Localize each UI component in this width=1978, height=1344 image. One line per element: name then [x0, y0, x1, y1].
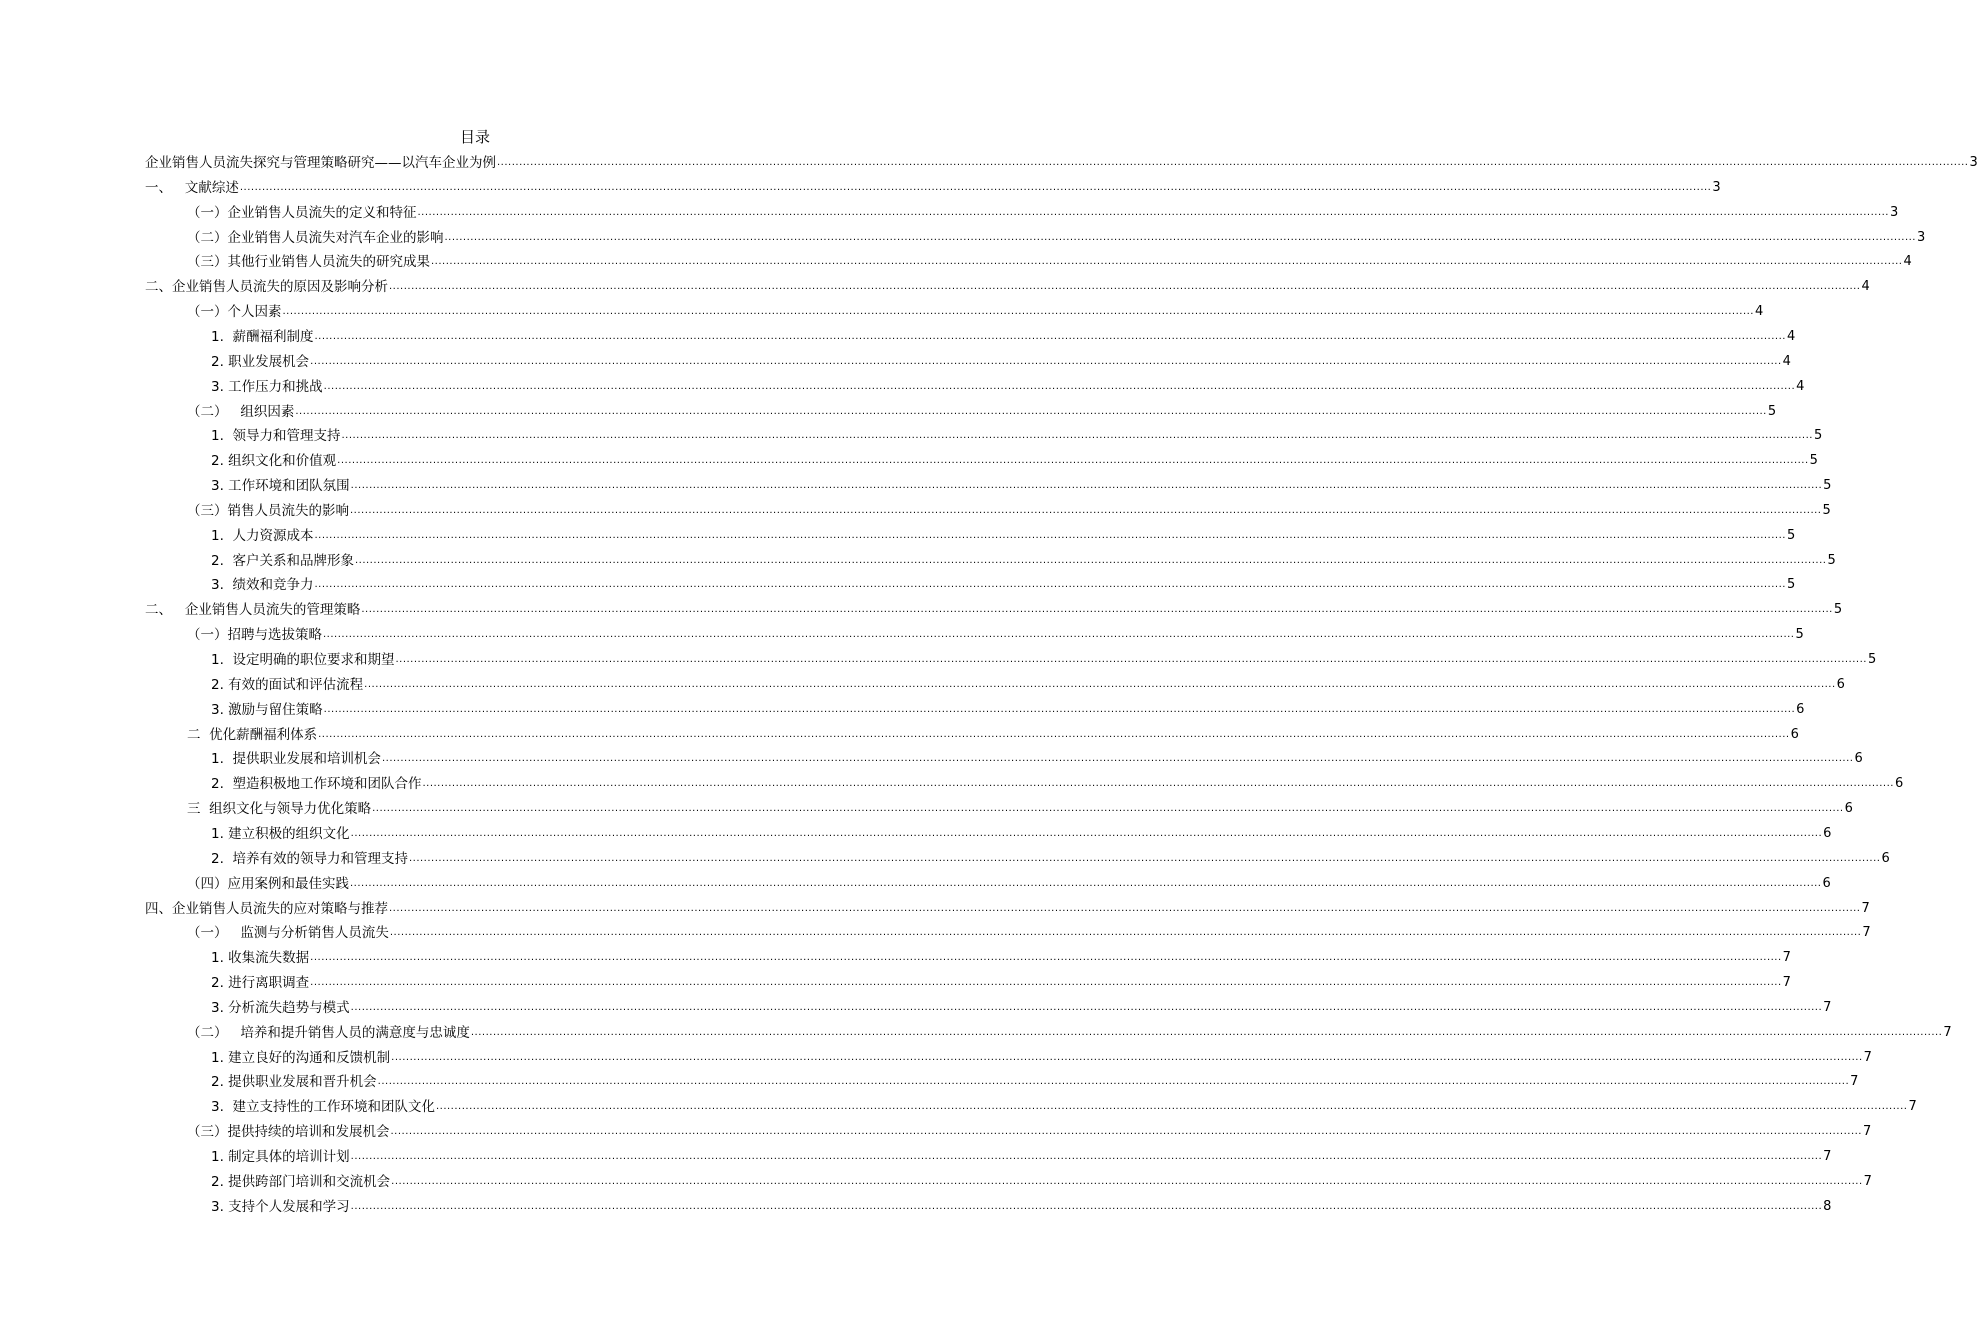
- toc-leader-dots: ................................................................................................................................................................................................................................................................................................................................................................................................................: [381, 753, 1854, 765]
- toc-leader-dots: ................................................................................................................................................................................................................................................................................................................................................................................................................: [354, 554, 1827, 566]
- toc-leader-dots: ................................................................................................................................................................................................................................................................................................................................................................................................................: [395, 654, 1867, 665]
- toc-entry-label: 3. 分析流失趋势与模式: [211, 999, 350, 1016]
- toc-entry-label: 二 优化薪酬福利体系: [187, 726, 318, 743]
- toc-entry-label: 2. 提供职业发展和晋升机会: [211, 1074, 377, 1091]
- toc-entry[interactable]: [187, 500, 1831, 520]
- toc-page-number: 8: [1823, 1198, 1832, 1214]
- toc-page-number: 7: [1861, 900, 1870, 916]
- toc-leader-dots: ................................................................................................................................................................................................................................................................................................................................................................................................................: [435, 1101, 1908, 1113]
- toc-page-number: 5: [1833, 602, 1843, 618]
- toc-entry-label: 2. 职业发展机会: [211, 353, 310, 370]
- toc-page-number: 7: [1943, 1024, 1952, 1040]
- toc-page-number: 6: [1844, 801, 1853, 817]
- toc-page-number: 7: [1823, 999, 1832, 1015]
- toc-leader-dots: ................................................................................................................................................................................................................................................................................................................................................................................................................: [337, 455, 1809, 467]
- toc-leader-dots: ................................................................................................................................................................................................................................................................................................................................................................................................................: [239, 181, 1712, 193]
- toc-entry[interactable]: [187, 873, 1831, 893]
- toc-page-number: 4: [1861, 279, 1870, 295]
- toc-entry[interactable]: [187, 301, 1764, 321]
- toc-entry[interactable]: [211, 748, 1863, 768]
- toc-entry-label: （一）招聘与选拔策略: [187, 627, 322, 644]
- toc-entry-label: 企业销售人员流失探究与管理策略研究——以汽车企业为例: [145, 155, 496, 171]
- toc-entry[interactable]: [211, 1071, 1859, 1091]
- toc-page-number: 7: [1863, 1173, 1872, 1189]
- toc-entry[interactable]: [211, 376, 1805, 396]
- toc-entry[interactable]: [145, 177, 1721, 197]
- toc-entry[interactable]: [211, 450, 1818, 470]
- toc-entry-label: （二）企业销售人员流失对汽车企业的影响: [187, 229, 444, 246]
- toc-entry-label: 3. 工作环境和团队氛围: [211, 478, 350, 495]
- toc-entry-label: （一）个人因素: [187, 304, 282, 321]
- toc-page-number: 4: [1782, 353, 1791, 369]
- toc-page-number: 4: [1786, 328, 1796, 344]
- toc-page-number: 5: [1823, 478, 1832, 494]
- toc-leader-dots: ................................................................................................................................................................................................................................................................................................................................................................................................................: [350, 1001, 1823, 1013]
- toc-entry[interactable]: [187, 251, 1912, 271]
- toc-entry-label: （一） 监测与分析销售人员流失: [187, 925, 389, 942]
- toc-leader-dots: ................................................................................................................................................................................................................................................................................................................................................................................................................: [417, 206, 1889, 218]
- toc-entry[interactable]: [187, 922, 1871, 942]
- toc-leader-dots: ................................................................................................................................................................................................................................................................................................................................................................................................................: [310, 355, 1782, 367]
- toc-page-number: 5: [1809, 453, 1818, 469]
- toc-leader-dots: ................................................................................................................................................................................................................................................................................................................................................................................................................: [350, 504, 1822, 516]
- toc-entry-label: 1. 薪酬福利制度: [211, 328, 314, 345]
- toc-entry[interactable]: [187, 401, 1777, 421]
- toc-page-number: 5: [1813, 428, 1823, 444]
- toc-entry[interactable]: [187, 798, 1853, 818]
- toc-entry-label: 一、 文献综述: [145, 179, 239, 196]
- toc-leader-dots: ................................................................................................................................................................................................................................................................................................................................................................................................................: [444, 231, 1916, 243]
- toc-entry[interactable]: [211, 674, 1845, 694]
- toc-entry-label: （二） 组织因素: [187, 403, 295, 420]
- toc-leader-dots: ................................................................................................................................................................................................................................................................................................................................................................................................................: [318, 728, 1790, 740]
- toc-entry[interactable]: [211, 1047, 1872, 1067]
- toc-entry-label: 2. 塑造积极地工作环境和团队合作: [211, 776, 422, 793]
- toc-leader-dots: ................................................................................................................................................................................................................................................................................................................................................................................................................: [314, 529, 1786, 541]
- toc-page-number: 7: [1782, 975, 1791, 991]
- toc-entry-label: 3. 建立支持性的工作环境和团队文化: [211, 1099, 435, 1116]
- toc-entry[interactable]: [211, 525, 1796, 545]
- toc-entry-label: 2. 客户关系和品牌形象: [211, 552, 354, 569]
- toc-leader-dots: ................................................................................................................................................................................................................................................................................................................................................................................................................: [341, 430, 1813, 442]
- toc-leader-dots: ................................................................................................................................................................................................................................................................................................................................................................................................................: [282, 306, 1754, 318]
- toc-page-number: 6: [1790, 726, 1799, 742]
- toc-entry-label: （四）应用案例和最佳实践: [187, 875, 349, 892]
- toc-leader-dots: ................................................................................................................................................................................................................................................................................................................................................................................................................: [350, 827, 1823, 839]
- toc-page-number: 7: [1908, 1099, 1917, 1115]
- toc-entry[interactable]: [187, 227, 1926, 247]
- toc-page-number: 6: [1854, 751, 1863, 767]
- toc-leader-dots: ................................................................................................................................................................................................................................................................................................................................................................................................................: [361, 604, 1833, 616]
- toc-entry-label: 三 组织文化与领导力优化策略: [187, 801, 372, 818]
- toc-page-number: 6: [1836, 676, 1845, 692]
- toc-entry[interactable]: [211, 997, 1832, 1017]
- toc-entry-label: 1. 建立积极的组织文化: [211, 825, 350, 842]
- toc-leader-dots: ................................................................................................................................................................................................................................................................................................................................................................................................................: [422, 778, 1894, 790]
- toc-entry[interactable]: [211, 326, 1796, 346]
- toc-entry[interactable]: [211, 773, 1904, 793]
- toc-leader-dots: ................................................................................................................................................................................................................................................................................................................................................................................................................: [350, 1200, 1823, 1212]
- toc-page-number: 7: [1823, 1149, 1832, 1164]
- toc-entry[interactable]: [145, 276, 1870, 296]
- toc-entry-label: 四、企业销售人员流失的应对策略与推荐: [145, 900, 388, 917]
- toc-leader-dots: ................................................................................................................................................................................................................................................................................................................................................................................................................: [391, 1051, 1863, 1063]
- toc-page-number: 7: [1862, 925, 1871, 941]
- toc-leader-dots: ................................................................................................................................................................................................................................................................................................................................................................................................................: [364, 678, 1836, 690]
- toc-leader-dots: ................................................................................................................................................................................................................................................................................................................................................................................................................: [390, 1126, 1862, 1138]
- toc-entry-label: （三）销售人员流失的影响: [187, 502, 349, 519]
- toc-entry[interactable]: [187, 624, 1804, 644]
- toc-entry-label: 2. 培养有效的领导力和管理支持: [211, 850, 408, 867]
- toc-entry-label: 1. 提供职业发展和培训机会: [211, 751, 381, 768]
- toc-page-number: 5: [1795, 627, 1804, 643]
- toc-entry[interactable]: [145, 599, 1843, 619]
- toc-page-number: 5: [1767, 403, 1777, 419]
- toc-leader-dots: ................................................................................................................................................................................................................................................................................................................................................................................................................: [323, 380, 1796, 392]
- toc-entry-label: 3. 激励与留住策略: [211, 701, 323, 718]
- toc-page-number: 6: [1894, 776, 1904, 792]
- toc-leader-dots: ................................................................................................................................................................................................................................................................................................................................................................................................................: [314, 579, 1786, 591]
- toc-page-number: 5: [1827, 552, 1836, 568]
- toc-entry-label: 1. 收集流失数据: [211, 950, 310, 967]
- toc-page-number: 4: [1796, 378, 1805, 394]
- toc-page-number: 5: [1786, 577, 1796, 593]
- toc-page-number: 6: [1823, 825, 1832, 841]
- toc-page-number: 6: [1881, 850, 1890, 866]
- toc-leader-dots: ................................................................................................................................................................................................................................................................................................................................................................................................................: [470, 1026, 1943, 1038]
- toc-entry[interactable]: [187, 1121, 1872, 1141]
- toc-leader-dots: ................................................................................................................................................................................................................................................................................................................................................................................................................: [295, 405, 1767, 417]
- toc-leader-dots: ................................................................................................................................................................................................................................................................................................................................................................................................................: [372, 803, 1844, 815]
- toc-leader-dots: ................................................................................................................................................................................................................................................................................................................................................................................................................: [389, 902, 1861, 914]
- toc-entry[interactable]: [211, 574, 1796, 594]
- toc-leader-dots: ................................................................................................................................................................................................................................................................................................................................................................................................................: [323, 703, 1796, 715]
- toc-leader-dots: ................................................................................................................................................................................................................................................................................................................................................................................................................: [314, 330, 1786, 342]
- toc-entry-label: 2. 组织文化和价值观: [211, 453, 337, 470]
- toc-entry[interactable]: [187, 724, 1799, 744]
- document-title: 目录: [459, 128, 490, 146]
- toc-page-number: 3: [1712, 179, 1721, 195]
- toc-entry-label: 1. 设定明确的职位要求和期望: [211, 652, 395, 668]
- toc-entry-label: 二、 企业销售人员流失的管理策略: [145, 602, 361, 619]
- toc-leader-dots: ................................................................................................................................................................................................................................................................................................................................................................................................................: [323, 629, 1795, 641]
- toc-page-number: 7: [1862, 1124, 1872, 1140]
- toc-entry-label: 3. 工作压力和挑战: [211, 378, 323, 395]
- toc-page-number: 7: [1850, 1074, 1859, 1090]
- toc-entry[interactable]: [211, 1171, 1872, 1191]
- toc-entry-label: （三）提供持续的培训和发展机会: [187, 1124, 390, 1141]
- toc-leader-dots: ................................................................................................................................................................................................................................................................................................................................................................................................................: [377, 1076, 1850, 1088]
- toc-page-number: 3: [1889, 204, 1899, 220]
- toc-entry[interactable]: [187, 1022, 1952, 1042]
- toc-entry-label: （三）其他行业销售人员流失的研究成果: [187, 254, 430, 271]
- toc-page-number: 3: [1969, 155, 1978, 170]
- toc-leader-dots: ................................................................................................................................................................................................................................................................................................................................................................................................................: [350, 877, 1822, 889]
- toc-page-number: 4: [1903, 254, 1912, 270]
- toc-entry-label: （一）企业销售人员流失的定义和特征: [187, 204, 417, 221]
- toc-entry[interactable]: [211, 848, 1890, 868]
- toc-entry-label: 1. 制定具体的培训计划: [211, 1149, 350, 1165]
- toc-entry[interactable]: [211, 425, 1823, 445]
- toc-entry-label: （二） 培养和提升销售人员的满意度与忠诚度: [187, 1024, 470, 1041]
- toc-page-number: 5: [1867, 652, 1877, 667]
- toc-page-number: 7: [1782, 950, 1791, 966]
- toc-entry[interactable]: [211, 823, 1832, 843]
- toc-entry[interactable]: [211, 1096, 1917, 1116]
- toc-entry-label: 2. 进行离职调查: [211, 975, 310, 992]
- toc-entry[interactable]: [145, 898, 1870, 918]
- toc-entry-label: 3. 绩效和竞争力: [211, 577, 314, 594]
- toc-leader-dots: ................................................................................................................................................................................................................................................................................................................................................................................................................: [350, 480, 1823, 492]
- toc-entry-label: 1. 建立良好的沟通和反馈机制: [211, 1049, 391, 1066]
- toc-entry[interactable]: [211, 475, 1832, 495]
- toc-entry[interactable]: [187, 202, 1899, 222]
- toc-page-number: 4: [1754, 304, 1764, 320]
- toc-entry-label: 2. 提供跨部门培训和交流机会: [211, 1173, 391, 1190]
- toc-leader-dots: ................................................................................................................................................................................................................................................................................................................................................................................................................: [310, 952, 1782, 964]
- toc-entry-label: 1. 人力资源成本: [211, 527, 314, 544]
- toc-leader-dots: ................................................................................................................................................................................................................................................................................................................................................................................................................: [350, 1151, 1823, 1162]
- toc-entry-label: 3. 支持个人发展和学习: [211, 1198, 350, 1215]
- toc-page-number: 7: [1863, 1049, 1872, 1065]
- toc-entry[interactable]: [211, 1146, 1832, 1166]
- toc-entry[interactable]: [211, 649, 1877, 669]
- toc-page-number: 5: [1822, 502, 1831, 518]
- toc-entry-label: 二、企业销售人员流失的原因及影响分析: [145, 279, 388, 296]
- toc-entry[interactable]: [211, 550, 1836, 570]
- toc-leader-dots: ................................................................................................................................................................................................................................................................................................................................................................................................................: [497, 157, 1969, 168]
- toc-page-number: 3: [1916, 229, 1926, 245]
- toc-leader-dots: ................................................................................................................................................................................................................................................................................................................................................................................................................: [391, 1175, 1863, 1187]
- toc-leader-dots: ................................................................................................................................................................................................................................................................................................................................................................................................................: [431, 256, 1903, 268]
- toc-entry[interactable]: [145, 152, 1978, 172]
- toc-entry[interactable]: [211, 947, 1791, 967]
- toc-entry[interactable]: [211, 351, 1791, 371]
- toc-page-number: 5: [1786, 527, 1796, 543]
- toc-leader-dots: ................................................................................................................................................................................................................................................................................................................................................................................................................: [310, 977, 1782, 989]
- toc-leader-dots: ................................................................................................................................................................................................................................................................................................................................................................................................................: [389, 927, 1862, 939]
- toc-entry[interactable]: [211, 699, 1805, 719]
- toc-leader-dots: ................................................................................................................................................................................................................................................................................................................................................................................................................: [389, 281, 1861, 293]
- toc-page-number: 6: [1822, 875, 1831, 891]
- toc-page-number: 6: [1796, 701, 1805, 717]
- toc-entry[interactable]: [211, 1196, 1832, 1216]
- toc-leader-dots: ................................................................................................................................................................................................................................................................................................................................................................................................................: [408, 852, 1881, 864]
- toc-entry-label: 2. 有效的面试和评估流程: [211, 676, 364, 693]
- toc-entry-label: 1. 领导力和管理支持: [211, 428, 341, 445]
- toc-entry[interactable]: [211, 972, 1791, 992]
